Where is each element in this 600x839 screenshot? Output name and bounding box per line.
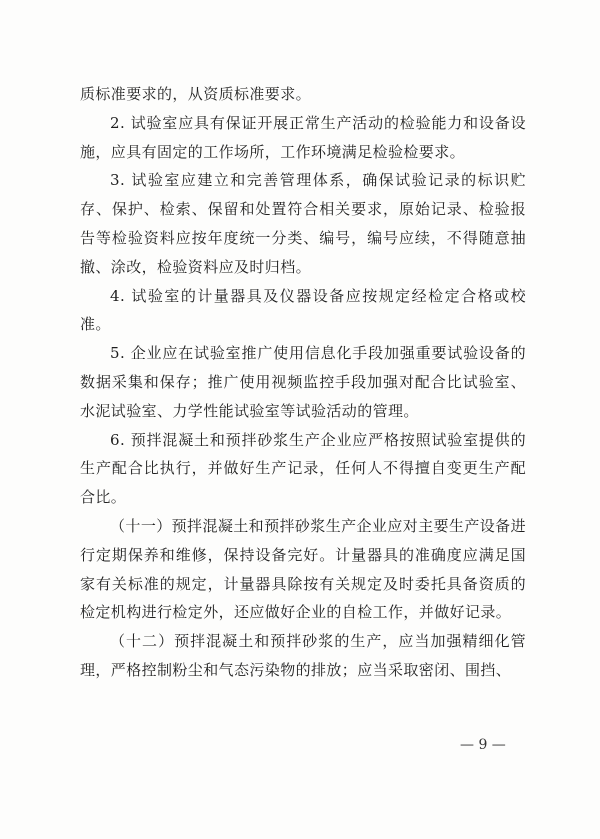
paragraph-item-3: 3. 试验室应建立和完善管理体系，确保试验记录的标识贮存、保护、检索、保留和处置符合相关要求，原始记录、检验报告等检验资料应按年度统一分类、编号，编号应续，不得随意抽撤、涂改，检验资料应及时归档。 [80,171,526,276]
paragraph-item-5: 5. 企业应在试验室推广使用信息化手段加强重要试验设备的数据采集和保存；推广使用视频监控手段加强对配合比试验室、水泥试验室、力学性能试验室等试验活动的管理。 [80,344,526,420]
paragraph-section-12: （十二）预拌混凝土和预拌砂浆的生产，应当加强精细化管理，严格控制粉尘和气态污染物的排放；应当采取密闭、围挡、 [80,632,526,679]
paragraph-item-4: 4. 试验室的计量器具及仪器设备应按规定经检定合格或校准。 [80,286,526,334]
paragraph-continuation: 质标准要求的，从资质标准要求。 [80,85,312,103]
page-number: — 9 — [460,737,506,753]
paragraph-section-11: （十一）预拌混凝土和预拌砂浆生产企业应对主要生产设备进行定期保养和维修，保持设备完好。计量器具的准确度应满足国家有关标准的规定，计量器具除按有关规定及时委托具备资质的检定机构进行检定外，还应做好企业的自检工作，并做好记录。 [80,516,526,622]
body-text [80,80,526,685]
paragraph-item-2: 2. 试验室应具有保证开展正常生产活动的检验能力和设备设施，应具有固定的工作场所，工作环境满足检验检要求。 [80,113,526,161]
paragraph-item-6: 6. 预拌混凝土和预拌砂浆生产企业应严格按照试验室提供的生产配合比执行，并做好生产记录，任何人不得擅自变更生产配合比。 [80,430,526,507]
